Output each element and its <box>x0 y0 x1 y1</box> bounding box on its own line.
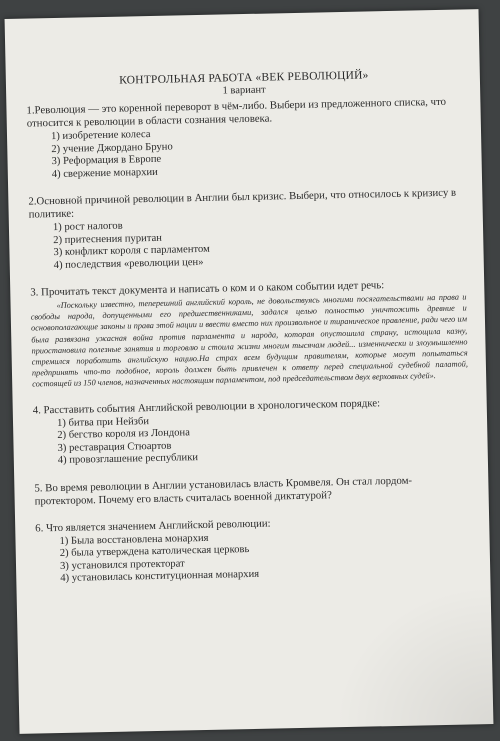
task-6-options <box>59 527 472 586</box>
task-2-option-2: 2) притеснения пуритан <box>53 232 162 246</box>
variant-label: 1 вариант <box>222 84 266 97</box>
task-3-document-quote: «Поскольку известно, теперешний английский король, не довольствуясь многими посягательствами на права и свободы народа, допущенными его предшественниками, задался целью полностью уничтожить древние и основополагающие законы и права этой нации и ввести вместо них произвольное и тираническое правление, ради чего им была развязана ужасная война против парламента и народа, которая опустошила страну, истощила казну, приостановила полезные занятия и торговлю и стоила жизни многим тысячам людей... изменнически и злоумышленно стремился поработить английскую нацию.На страх всем будущим правителям, которые могут попытаться предпринять что-то подобное, король должен быть привлечен к ответу перед специальной судебной палатой, состоящей из 150 членов, назначенных настоящим парламентом, под председательством двух верховных судей». <box>30 292 468 389</box>
task-2-option-4: 4) последствия «революции цен» <box>53 256 204 271</box>
task-1-text: 1.Революция — это коренной переворот в чём-либо. Выбери из предложенного списка, что относится к революции в области сознания человека. <box>26 95 447 130</box>
task-4-text: 4. Расставить события Английской революции в хронологическом порядке: <box>32 396 381 417</box>
task-6-option-2: 2) была утверждена католическая церковь <box>59 544 250 560</box>
task-2-options <box>53 213 466 272</box>
task-1 <box>26 95 464 181</box>
task-6-option-3: 3) установился протекторат <box>59 558 185 572</box>
task-2-option-1: 1) рост налогов <box>52 220 123 234</box>
paper-shadow <box>331 584 494 727</box>
task-5-text: 5. Во время революции в Англии установилась власть Кромвеля. Он стал лордом-протектором. Почему его власть считалась военной диктатурой? <box>34 474 413 508</box>
task-4-option-2: 2) бегство короля из Лондона <box>57 427 190 442</box>
task-3-text: 3. Прочитать текст документа и написать о ком и о каком событии идет речь: <box>30 279 385 299</box>
task-6 <box>35 513 472 586</box>
task-3 <box>30 277 468 390</box>
task-2 <box>28 186 466 272</box>
task-1-options <box>51 122 464 181</box>
task-6-text: 6. Что является значением Английской революции: <box>35 517 271 535</box>
task-5 <box>34 473 470 508</box>
task-1-option-3: 3) Реформация в Европе <box>51 153 162 168</box>
task-1-option-4: 4) свержение монархии <box>51 166 158 180</box>
task-6-option-4: 4) установилась конституционная монархия <box>60 568 260 585</box>
paper-sheet <box>5 9 494 734</box>
task-4 <box>33 395 470 468</box>
task-4-options <box>57 409 470 468</box>
task-2-text: 2.Основной причиной революции в Англии был кризис. Выбери, что относилось к кризису в политике: <box>28 186 457 221</box>
task-4-option-1: 1) битва при Нейзби <box>56 415 150 429</box>
task-4-option-4: 4) провозглашение республики <box>57 452 199 467</box>
task-4-option-3: 3) реставрация Стюартов <box>57 440 172 454</box>
document-title: КОНТРОЛЬНАЯ РАБОТА «ВЕК РЕВОЛЮЦИЙ» <box>119 69 369 87</box>
document-content <box>26 67 473 600</box>
task-6-option-1: 1) Была восстановлена монархия <box>59 532 209 547</box>
task-1-option-1: 1) изобретение колеса <box>50 129 151 143</box>
task-2-option-3: 3) конфликт короля с парламентом <box>53 243 210 259</box>
task-1-option-2: 2) учение Джордано Бруно <box>51 141 173 155</box>
